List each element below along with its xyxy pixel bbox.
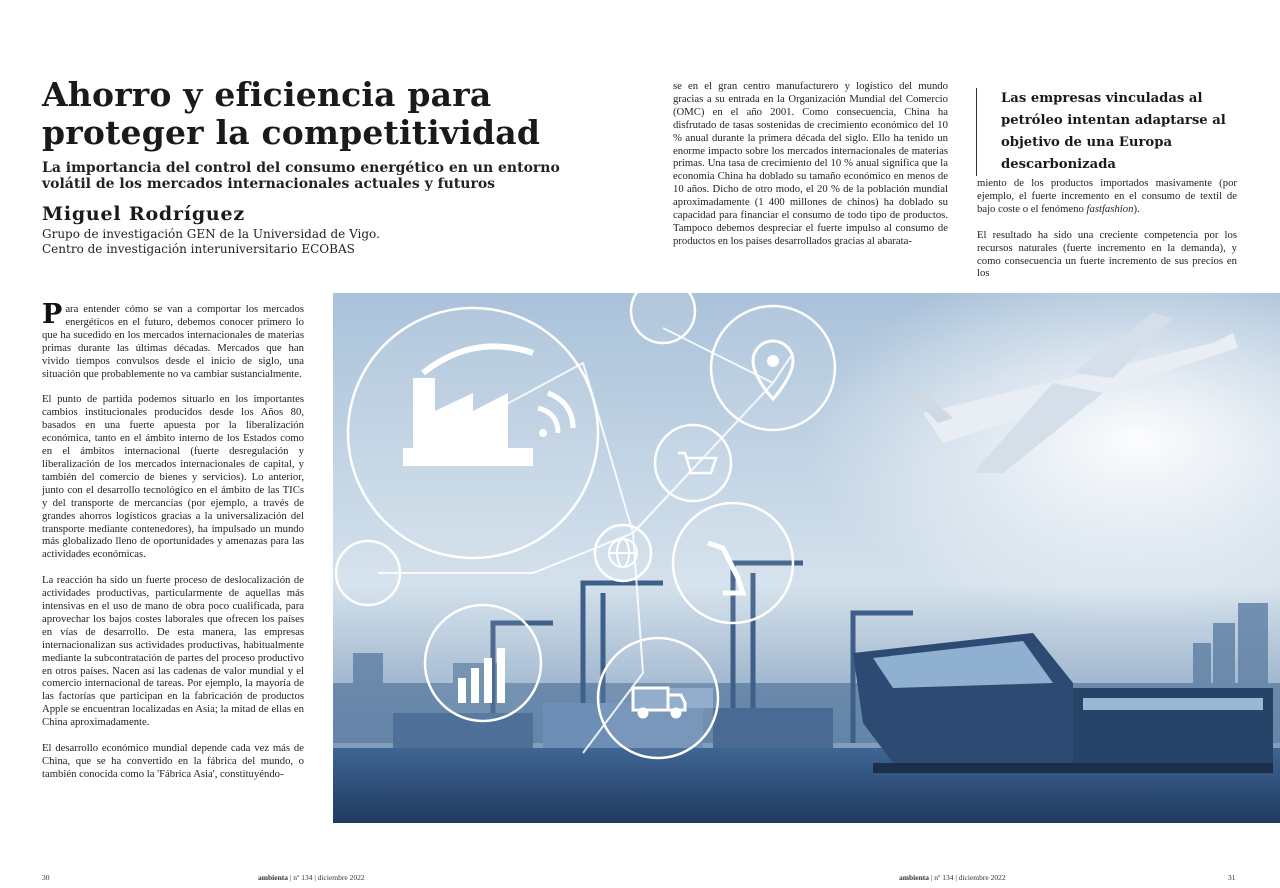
- truck-icon: [598, 638, 718, 758]
- magazine-name: ambienta: [258, 873, 288, 882]
- logistics-illustration: [333, 293, 1280, 823]
- camera-icon: [336, 541, 400, 605]
- paragraph: [42, 299, 304, 380]
- author-affiliation: [42, 227, 442, 257]
- article-subtitle: La importancia del control del consumo energético en un entorno volátil de los mercados internacionales actuales y futuros: [42, 160, 560, 192]
- body-column-left: [42, 299, 304, 794]
- issue-info: | nº 134 | diciembre 2022: [288, 873, 365, 882]
- page-number-left: 30: [42, 873, 50, 882]
- paragraph: El punto de partida podemos situarlo en los importantes cambios institucionales producidos desde los Años 80, basados en una fuerte apuesta por la liberalización económica, tanto en el ámbito interno de los Estados como en el ámbitos internacional (fuerte desregulación y liberalización de los mercados internacionales de capital, y también del comercio de bienes y servicios). Lo anterior, junto con el desarrollo tecnológico en el ámbito de las TICs y del transporte de mercancías (por ejemplo, a través de grandes ahorros logísticos gracias a la universalización del transporte mediante contenedores), ha impulsado un mundo más globalizado lleno de oportunidades y amenazas para las actividades económicas.: [42, 393, 304, 561]
- paragraph: [977, 177, 1237, 216]
- chart-icon: [425, 605, 541, 721]
- drop-cap: P: [42, 299, 63, 330]
- shopping-cart-icon: [655, 425, 731, 501]
- page-number-right: 31: [1228, 873, 1236, 882]
- pull-quote: Las empresas vinculadas al petróleo intentan adaptarse al objetivo de una Europa descarbonizada: [976, 88, 1242, 176]
- paragraph: se en el gran centro manufacturero y logístico del mundo gracias a su entrada en la Organización Mundial del Comercio (OMC) en el año 2001. Como consecuencia, China ha disfrutado de tasas sostenidas de crecimiento económico del 10 % anual durante la primera década del siglo. Ello ha tenido un enorme impacto sobre los mercados internacionales de materias primas. Una tasa de crecimiento del 10 % anual significa que la economía China ha doblado su tamaño económico en menos de 10 años. Dicho de otro modo, el 20 % de la población mundial aproximadamente (1 400 millones de chinos) ha doblado su capacidad para financiar el consumo de todo tipo de productos. Tampoco debemos despreciar el fuerte impulso al consumo de productos en los países desarrollados gracias al abarata-: [673, 80, 948, 247]
- body-column-right: [977, 177, 1237, 293]
- network-node-icon: [631, 293, 695, 343]
- article-title: Ahorro y eficiencia para proteger la competitividad: [42, 75, 541, 152]
- body-column-middle: [673, 80, 948, 261]
- paragraph: El desarrollo económico mundial depende cada vez más de China, que se ha convertido en la fábrica del mundo, o también conocida como la 'Fábrica Asia', constituyéndo-: [42, 742, 304, 780]
- author-name: Miguel Rodríguez: [42, 203, 246, 225]
- magazine-name: ambienta: [899, 873, 929, 882]
- footer-left: [258, 873, 365, 882]
- pin-glyph-dot: [767, 355, 779, 367]
- affiliation-line-1: Grupo de investigación GEN de la Universidad de Vigo.: [42, 227, 380, 241]
- paragraph-text: ).: [1133, 202, 1140, 215]
- location-pin-icon: [711, 306, 835, 430]
- paragraph-text: ara entender cómo se van a comportar los mercados energéticos en el futuro, debemos conocer primero lo que ha sucedido en los mercados internacionales de materias primas durante las últimas décadas. Mercados que han vivido tiempos convulsos desde el inicio de siglo, una situación que probablemente no va cambiar sustancialmente.: [42, 303, 304, 380]
- paragraph: El resultado ha sido una creciente competencia por los recursos naturales (fuerte incremento en la demanda), y como consecuencia un fuerte incremento de sus precios en los: [977, 228, 1237, 280]
- issue-info: | nº 134 | diciembre 2022: [929, 873, 1006, 882]
- emphasis-text: fastfashion: [1086, 202, 1134, 215]
- logistics-photo: [333, 293, 1280, 823]
- paragraph-text: miento de los productos importados masivamente (por ejemplo, el fuerte incremento en el consumo de textil de bajo coste o el fenómeno: [977, 177, 1237, 215]
- affiliation-line-2: Centro de investigación interuniversitario ECOBAS: [42, 242, 355, 256]
- footer-right: [899, 873, 1006, 882]
- paragraph: La reacción ha sido un fuerte proceso de deslocalización de actividades productivas, particularmente de aquellas más intensivas en el uso de mano de obra poco cualificada, para aprovechar los bajos costes laborales que ofrecen los países en vías de desarrollo. De esta manera, las empresas internacionalizan sus actividades productivas, habitualmente mediante la subcontratación de partes del proceso productivo en otros países. Nacen así las cadenas de valor mundial y el comercio internacional de tareas. Por ejemplo, la mayoría de las factorías que participan en la fabricación de productos Apple se encuentran localizadas en Asia; la mitad de ellas en China aproximadamente.: [42, 574, 304, 729]
